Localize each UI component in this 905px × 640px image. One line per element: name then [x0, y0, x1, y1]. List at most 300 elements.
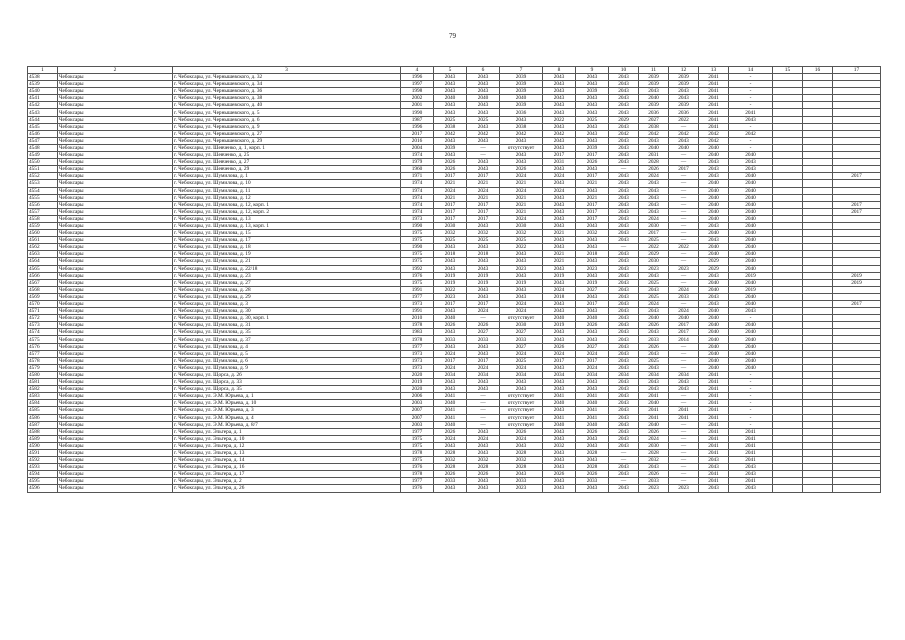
table-cell: 2026: [467, 471, 500, 478]
table-cell: 2040: [699, 180, 729, 187]
table-cell: г. Чебоксары, ул. Чернышевского, д. 36: [173, 88, 401, 95]
table-cell: 2040: [729, 336, 773, 343]
table-cell: 4551: [28, 166, 58, 173]
table-cell: 2043: [639, 379, 669, 386]
table-cell: 1975: [401, 442, 434, 449]
table-cell: [833, 322, 881, 329]
table-cell: г. Чебоксары, ул. Шумилова, д. 18: [173, 244, 401, 251]
table-cell: [833, 293, 881, 300]
table-cell: Чебоксары: [58, 407, 173, 414]
table-row: [28, 449, 881, 456]
table-cell: 2039: [669, 81, 699, 88]
table-cell: 1990: [401, 109, 434, 116]
table-cell: 2039: [500, 88, 543, 95]
table-cell: 2043: [543, 166, 576, 173]
table-row: [28, 123, 881, 130]
table-cell: 2040: [699, 201, 729, 208]
table-cell: 2040: [543, 421, 576, 428]
table-cell: 2043: [609, 159, 639, 166]
table-cell: 2043: [576, 244, 609, 251]
table-cell: 2043: [543, 379, 576, 386]
table-cell: [773, 308, 803, 315]
table-cell: 1983: [401, 329, 434, 336]
table-cell: г. Чебоксары, ул. Шумилова, д. 4: [173, 343, 401, 350]
table-cell: 1973: [401, 215, 434, 222]
table-cell: [773, 386, 803, 393]
table-cell: 2043: [609, 208, 639, 215]
table-cell: 2043: [609, 329, 639, 336]
table-cell: 1975: [401, 279, 434, 286]
table-cell: 2043: [576, 74, 609, 81]
table-cell: 2040: [729, 173, 773, 180]
table-cell: 2001: [401, 102, 434, 109]
table-cell: г. Чебоксары, ул. Эльгера, д. 1: [173, 428, 401, 435]
table-cell: 2034: [467, 371, 500, 378]
table-cell: 2026: [434, 471, 467, 478]
table-cell: 2025: [639, 357, 669, 364]
table-cell: —: [609, 457, 639, 464]
table-cell: Чебоксары: [58, 251, 173, 258]
table-cell: 2040: [729, 293, 773, 300]
table-cell: —: [669, 258, 699, 265]
table-cell: 1973: [401, 301, 434, 308]
table-cell: 4595: [28, 478, 58, 485]
table-cell: г. Чебоксары, ул. Шевченко, д. 29: [173, 166, 401, 173]
table-cell: 2043: [500, 251, 543, 258]
table-cell: Чебоксары: [58, 478, 173, 485]
table-cell: 2043: [699, 293, 729, 300]
table-row: [28, 329, 881, 336]
table-row: [28, 343, 881, 350]
table-cell: —: [669, 457, 699, 464]
table-cell: 2040: [729, 265, 773, 272]
table-cell: [773, 173, 803, 180]
table-cell: 2021: [500, 194, 543, 201]
table-cell: 4565: [28, 265, 58, 272]
table-cell: [833, 393, 881, 400]
table-cell: 2043: [434, 81, 467, 88]
table-cell: 4569: [28, 293, 58, 300]
table-cell: -: [729, 414, 773, 421]
table-cell: 1973: [401, 357, 434, 364]
table-cell: 2043: [609, 222, 639, 229]
table-cell: 2043: [609, 144, 639, 151]
table-cell: 2040: [699, 144, 729, 151]
table-cell: 2043: [639, 208, 669, 215]
table-cell: 2041: [699, 74, 729, 81]
table-cell: 2043: [609, 81, 639, 88]
table-cell: Чебоксары: [58, 315, 173, 322]
table-cell: -: [729, 379, 773, 386]
table-cell: 1992: [401, 265, 434, 272]
table-cell: 2043: [500, 137, 543, 144]
table-cell: 1990: [401, 222, 434, 229]
column-number: 9: [576, 67, 609, 74]
table-cell: 2038: [434, 123, 467, 130]
table-cell: 2021: [543, 230, 576, 237]
table-cell: 2023: [500, 265, 543, 272]
table-cell: 2025: [639, 237, 669, 244]
table-cell: Чебоксары: [58, 393, 173, 400]
table-cell: 2017: [434, 301, 467, 308]
table-cell: 2042: [467, 130, 500, 137]
table-cell: 2023: [639, 265, 669, 272]
table-cell: 2043: [467, 478, 500, 485]
table-cell: 2030: [639, 258, 669, 265]
table-row: [28, 180, 881, 187]
table-cell: 2043: [500, 386, 543, 393]
table-cell: 2028: [434, 449, 467, 456]
table-cell: [803, 371, 833, 378]
table-cell: 2040: [669, 315, 699, 322]
table-cell: 2034: [576, 371, 609, 378]
table-cell: [773, 464, 803, 471]
table-cell: 2010: [401, 315, 434, 322]
table-cell: [833, 336, 881, 343]
table-row: [28, 95, 881, 102]
table-cell: 2043: [639, 286, 669, 293]
table-cell: 2043: [639, 180, 669, 187]
column-number: 1: [28, 67, 58, 74]
table-cell: 2043: [609, 485, 639, 492]
table-cell: г. Чебоксары, ул. Шумилова, д. 3: [173, 301, 401, 308]
table-cell: Чебоксары: [58, 336, 173, 343]
table-cell: [803, 109, 833, 116]
table-cell: 1974: [401, 180, 434, 187]
table-cell: г. Чебоксары, ул. Шумилова, д. 10: [173, 180, 401, 187]
table-cell: 2036: [669, 109, 699, 116]
table-cell: 2041: [699, 449, 729, 456]
table-cell: 2041: [639, 393, 669, 400]
table-cell: [803, 201, 833, 208]
table-cell: 2021: [434, 180, 467, 187]
table-cell: [773, 272, 803, 279]
table-cell: 2043: [543, 478, 576, 485]
table-row: [28, 152, 881, 159]
table-cell: [803, 407, 833, 414]
table-cell: 2040: [699, 364, 729, 371]
table-cell: 2043: [729, 471, 773, 478]
table-cell: -: [729, 123, 773, 130]
table-cell: 4571: [28, 308, 58, 315]
table-cell: 1960: [401, 166, 434, 173]
table-cell: [803, 215, 833, 222]
table-cell: [773, 279, 803, 286]
table-cell: -: [729, 400, 773, 407]
table-cell: 2043: [467, 123, 500, 130]
table-cell: г. Чебоксары, ул. Шумилова, д. 28: [173, 286, 401, 293]
table-cell: 4564: [28, 258, 58, 265]
table-cell: [833, 286, 881, 293]
column-number: 16: [803, 67, 833, 74]
table-cell: 2043: [609, 272, 639, 279]
table-cell: отсутствует: [500, 407, 543, 414]
table-cell: 2043: [669, 88, 699, 95]
table-cell: 2025: [576, 116, 609, 123]
table-cell: 2040: [729, 301, 773, 308]
table-cell: 2003: [401, 421, 434, 428]
column-number: 2: [58, 67, 173, 74]
table-cell: 2043: [639, 464, 669, 471]
table-cell: 1978: [401, 471, 434, 478]
table-cell: [803, 379, 833, 386]
table-cell: Чебоксары: [58, 102, 173, 109]
table-cell: 2043: [609, 379, 639, 386]
table-cell: 4593: [28, 464, 58, 471]
table-cell: г. Чебоксары, ул. Эльгера, д. 14: [173, 457, 401, 464]
table-cell: 4538: [28, 74, 58, 81]
table-cell: [773, 400, 803, 407]
table-cell: 4548: [28, 144, 58, 151]
table-cell: 2031: [639, 152, 669, 159]
table-cell: 1979: [401, 159, 434, 166]
table-cell: —: [467, 400, 500, 407]
table-cell: 2039: [434, 144, 467, 151]
table-cell: Чебоксары: [58, 173, 173, 180]
table-cell: [773, 301, 803, 308]
table-cell: 2028: [500, 464, 543, 471]
table-cell: 2039: [500, 102, 543, 109]
table-cell: 2043: [576, 379, 609, 386]
table-cell: 2041: [729, 457, 773, 464]
table-cell: 2043: [609, 322, 639, 329]
table-cell: 2043: [576, 166, 609, 173]
table-cell: 1991: [401, 286, 434, 293]
table-cell: 1975: [401, 258, 434, 265]
table-cell: 2043: [609, 414, 639, 421]
table-cell: 2040: [729, 279, 773, 286]
table-cell: 2026: [576, 471, 609, 478]
table-cell: 2040: [729, 343, 773, 350]
table-cell: 4557: [28, 208, 58, 215]
table-cell: 2039: [576, 88, 609, 95]
table-cell: [773, 379, 803, 386]
table-cell: 2041: [699, 88, 729, 95]
table-cell: 2039: [500, 81, 543, 88]
table-cell: 2040: [639, 400, 669, 407]
table-cell: 2043: [434, 329, 467, 336]
table-cell: 4574: [28, 329, 58, 336]
table-cell: 2007: [401, 414, 434, 421]
table-cell: 2033: [500, 478, 543, 485]
table-cell: 2017: [576, 201, 609, 208]
table-cell: [833, 485, 881, 492]
table-cell: 1977: [401, 293, 434, 300]
table-cell: 2040: [729, 258, 773, 265]
table-cell: Чебоксары: [58, 74, 173, 81]
table-cell: [773, 222, 803, 229]
table-cell: 2017: [434, 201, 467, 208]
table-cell: 2043: [500, 272, 543, 279]
table-cell: 2043: [609, 201, 639, 208]
table-cell: 2043: [609, 315, 639, 322]
table-cell: 2026: [434, 166, 467, 173]
table-cell: [773, 322, 803, 329]
table-cell: [833, 215, 881, 222]
table-cell: Чебоксары: [58, 272, 173, 279]
table-cell: 2034: [609, 371, 639, 378]
table-cell: 2004: [401, 144, 434, 151]
table-cell: 2043: [609, 102, 639, 109]
table-cell: 2028: [434, 464, 467, 471]
table-cell: Чебоксары: [58, 485, 173, 492]
table-cell: 1974: [401, 208, 434, 215]
table-row: [28, 244, 881, 251]
table-cell: 2027: [500, 329, 543, 336]
table-cell: 2043: [609, 194, 639, 201]
table-cell: —: [669, 393, 699, 400]
table-cell: [803, 301, 833, 308]
table-cell: [833, 187, 881, 194]
table-cell: 2043: [729, 464, 773, 471]
table-cell: 4588: [28, 428, 58, 435]
table-cell: Чебоксары: [58, 329, 173, 336]
table-cell: 2032: [467, 457, 500, 464]
table-row: [28, 478, 881, 485]
table-cell: [803, 293, 833, 300]
table-cell: 2024: [500, 173, 543, 180]
table-cell: 2043: [434, 442, 467, 449]
table-cell: 4543: [28, 109, 58, 116]
table-cell: 2040: [729, 329, 773, 336]
table-cell: 2043: [609, 180, 639, 187]
table-cell: 2040: [729, 180, 773, 187]
table-cell: [833, 95, 881, 102]
table-cell: г. Чебоксары, ул. Щорса, д. 33: [173, 379, 401, 386]
table-cell: [773, 166, 803, 173]
table-cell: [803, 102, 833, 109]
table-cell: 2041: [729, 442, 773, 449]
table-cell: 2025: [500, 357, 543, 364]
table-cell: 4541: [28, 95, 58, 102]
table-row: [28, 130, 881, 137]
table-cell: 2038: [639, 123, 669, 130]
table-cell: 2007: [401, 407, 434, 414]
table-cell: Чебоксары: [58, 279, 173, 286]
table-row: [28, 442, 881, 449]
column-number: 8: [543, 67, 576, 74]
table-cell: 2019: [434, 279, 467, 286]
table-cell: 2041: [699, 386, 729, 393]
table-cell: 2040: [699, 208, 729, 215]
table-cell: 1974: [401, 152, 434, 159]
table-cell: 2026: [639, 343, 669, 350]
table-cell: 2040: [729, 322, 773, 329]
table-cell: [833, 137, 881, 144]
table-cell: отсутствует: [500, 144, 543, 151]
table-cell: г. Чебоксары, ул. Шумилова, д. 17: [173, 237, 401, 244]
table-row: [28, 322, 881, 329]
table-cell: 2043: [434, 88, 467, 95]
table-cell: 1977: [401, 428, 434, 435]
table-cell: г. Чебоксары, ул. Чернышевского, д. 29: [173, 137, 401, 144]
table-cell: 2021: [500, 201, 543, 208]
table-cell: 2024: [434, 350, 467, 357]
table-cell: 2029: [699, 265, 729, 272]
table-cell: 2024: [639, 435, 669, 442]
table-cell: 2042: [639, 130, 669, 137]
table-cell: 2043: [576, 329, 609, 336]
column-number: 10: [609, 67, 639, 74]
table-cell: 4570: [28, 301, 58, 308]
table-row: [28, 159, 881, 166]
table-cell: 2043: [434, 265, 467, 272]
table-cell: [803, 471, 833, 478]
table-cell: 2043: [576, 187, 609, 194]
table-cell: 2041: [576, 407, 609, 414]
table-cell: 2040: [729, 194, 773, 201]
table-cell: 2043: [576, 109, 609, 116]
table-cell: 2043: [609, 421, 639, 428]
table-cell: 2043: [467, 137, 500, 144]
table-cell: 2039: [576, 144, 609, 151]
table-cell: [773, 293, 803, 300]
table-cell: 2014: [669, 336, 699, 343]
table-cell: 2043: [609, 308, 639, 315]
table-cell: 2021: [434, 194, 467, 201]
table-cell: —: [669, 272, 699, 279]
table-cell: [803, 144, 833, 151]
column-number: 17: [833, 67, 881, 74]
table-row: [28, 222, 881, 229]
table-cell: [833, 386, 881, 393]
table-cell: 2042: [699, 137, 729, 144]
table-cell: 2029: [699, 258, 729, 265]
table-cell: 2017: [833, 201, 881, 208]
table-cell: 2038: [500, 123, 543, 130]
table-cell: 2041: [699, 95, 729, 102]
table-cell: 2024: [500, 308, 543, 315]
table-cell: 2041: [699, 123, 729, 130]
table-cell: Чебоксары: [58, 421, 173, 428]
table-cell: 4582: [28, 386, 58, 393]
table-cell: 2023: [500, 485, 543, 492]
table-cell: 2026: [434, 159, 467, 166]
table-cell: —: [467, 407, 500, 414]
table-cell: -: [729, 137, 773, 144]
table-cell: 2043: [609, 407, 639, 414]
table-cell: [803, 464, 833, 471]
table-cell: —: [669, 159, 699, 166]
table-cell: 2043: [543, 194, 576, 201]
table-cell: —: [467, 152, 500, 159]
table-cell: [773, 81, 803, 88]
table-cell: —: [669, 173, 699, 180]
table-cell: 2032: [467, 230, 500, 237]
column-number: 12: [669, 67, 699, 74]
table-cell: 2043: [609, 215, 639, 222]
table-row: [28, 258, 881, 265]
table-cell: -: [729, 88, 773, 95]
table-cell: 2027: [639, 116, 669, 123]
table-cell: —: [669, 279, 699, 286]
table-cell: 2043: [699, 237, 729, 244]
table-cell: [803, 187, 833, 194]
table-cell: 2032: [434, 457, 467, 464]
table-row: [28, 485, 881, 492]
table-cell: 2043: [500, 286, 543, 293]
table-cell: Чебоксары: [58, 137, 173, 144]
table-cell: г. Чебоксары, ул. Чернышевского, д. 32: [173, 74, 401, 81]
table-cell: 2043: [609, 464, 639, 471]
table-row: [28, 272, 881, 279]
table-cell: —: [669, 301, 699, 308]
table-cell: 2043: [729, 166, 773, 173]
table-cell: 2043: [434, 137, 467, 144]
table-cell: 2017: [576, 208, 609, 215]
table-cell: -: [729, 102, 773, 109]
table-cell: Чебоксары: [58, 322, 173, 329]
